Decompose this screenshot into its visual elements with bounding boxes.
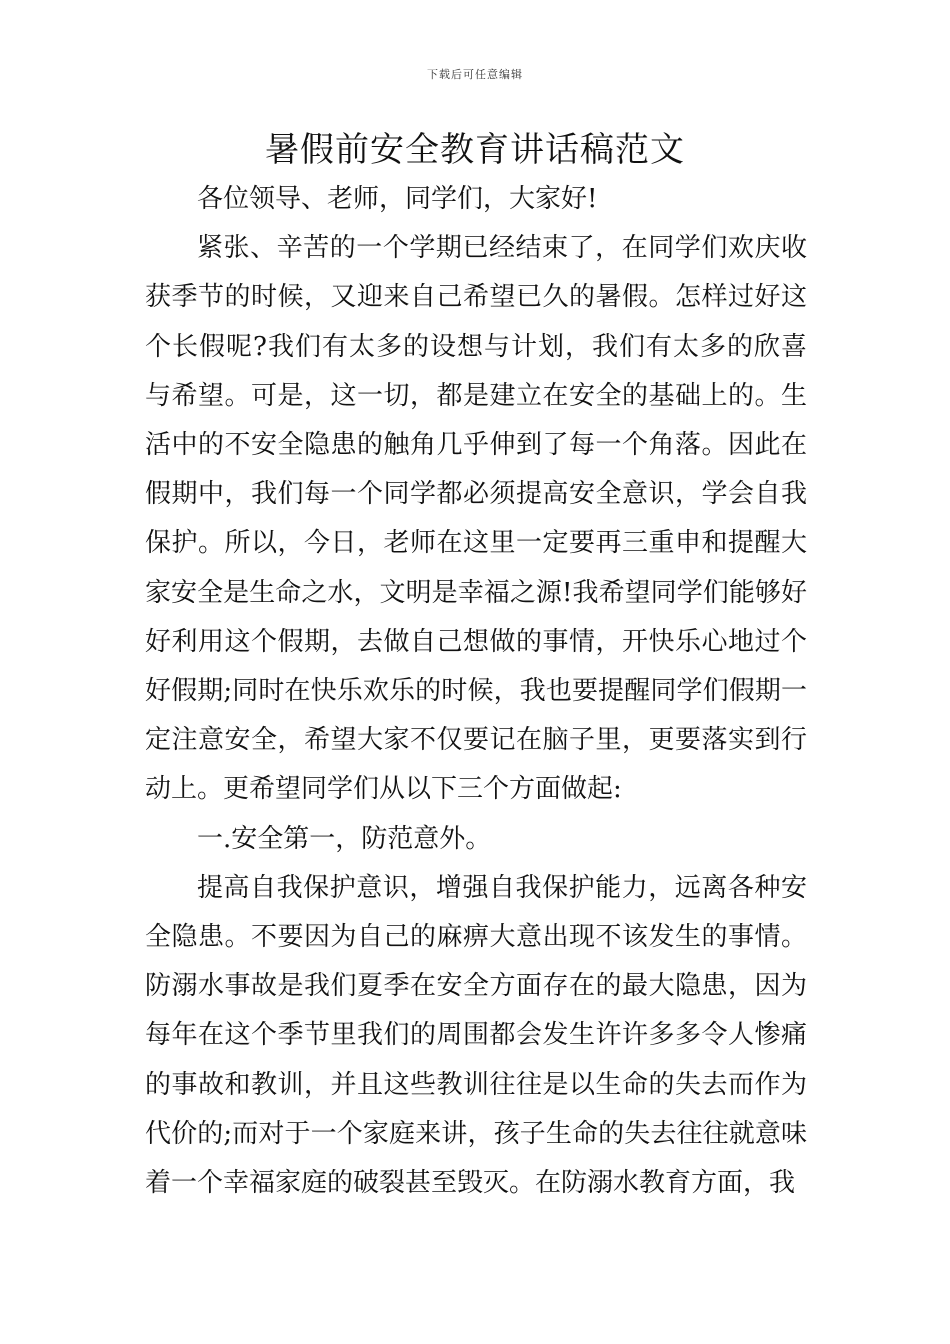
document-body	[145, 175, 807, 1208]
paragraph-intro: 紧张、辛苦的一个学期已经结束了，在同学们欢庆收获季节的时候，又迎来自己希望已久的暑假。怎样过好这个长假呢?我们有太多的设想与计划，我们有太多的欣喜与希望。可是，这一切，都是建立在安全的基础上的。生活中的不安全隐患的触角几乎伸到了每一个角落。因此在假期中，我们每一个同学都必须提高安全意识，学会自我保护。所以，今日，老师在这里一定要再三重申和提醒大家安全是生命之水，文明是幸福之源!我希望同学们能够好好利用这个假期，去做自己想做的事情，开快乐心地过个好假期;同时在快乐欢乐的时候，我也要提醒同学们假期一定注意安全，希望大家不仅要记在脑子里，更要落实到行动上。更希望同学们从以下三个方面做起:	[145, 233, 807, 805]
header-note: 下载后可任意编辑	[427, 68, 523, 81]
page-title: 暑假前安全教育讲话稿范文	[265, 130, 685, 170]
section-heading-1: 一.安全第一，防范意外。	[197, 823, 492, 854]
paragraph-section-1: 提高自我保护意识，增强自我保护能力，远离各种安全隐患。不要因为自己的麻痹大意出现不该发生的事情。防溺水事故是我们夏季在安全方面存在的最大隐患，因为每年在这个季节里我们的周围都会发生许许多多令人惨痛的事故和教训，并且这些教训往往是以生命的失去而作为代价的;而对于一个家庭来讲，孩子生命的失去往往就意味着一个幸福家庭的破裂甚至毁灭。在防溺水教育方面，我	[145, 872, 807, 1199]
paragraph-greeting: 各位领导、老师，同学们，大家好!	[197, 184, 598, 214]
